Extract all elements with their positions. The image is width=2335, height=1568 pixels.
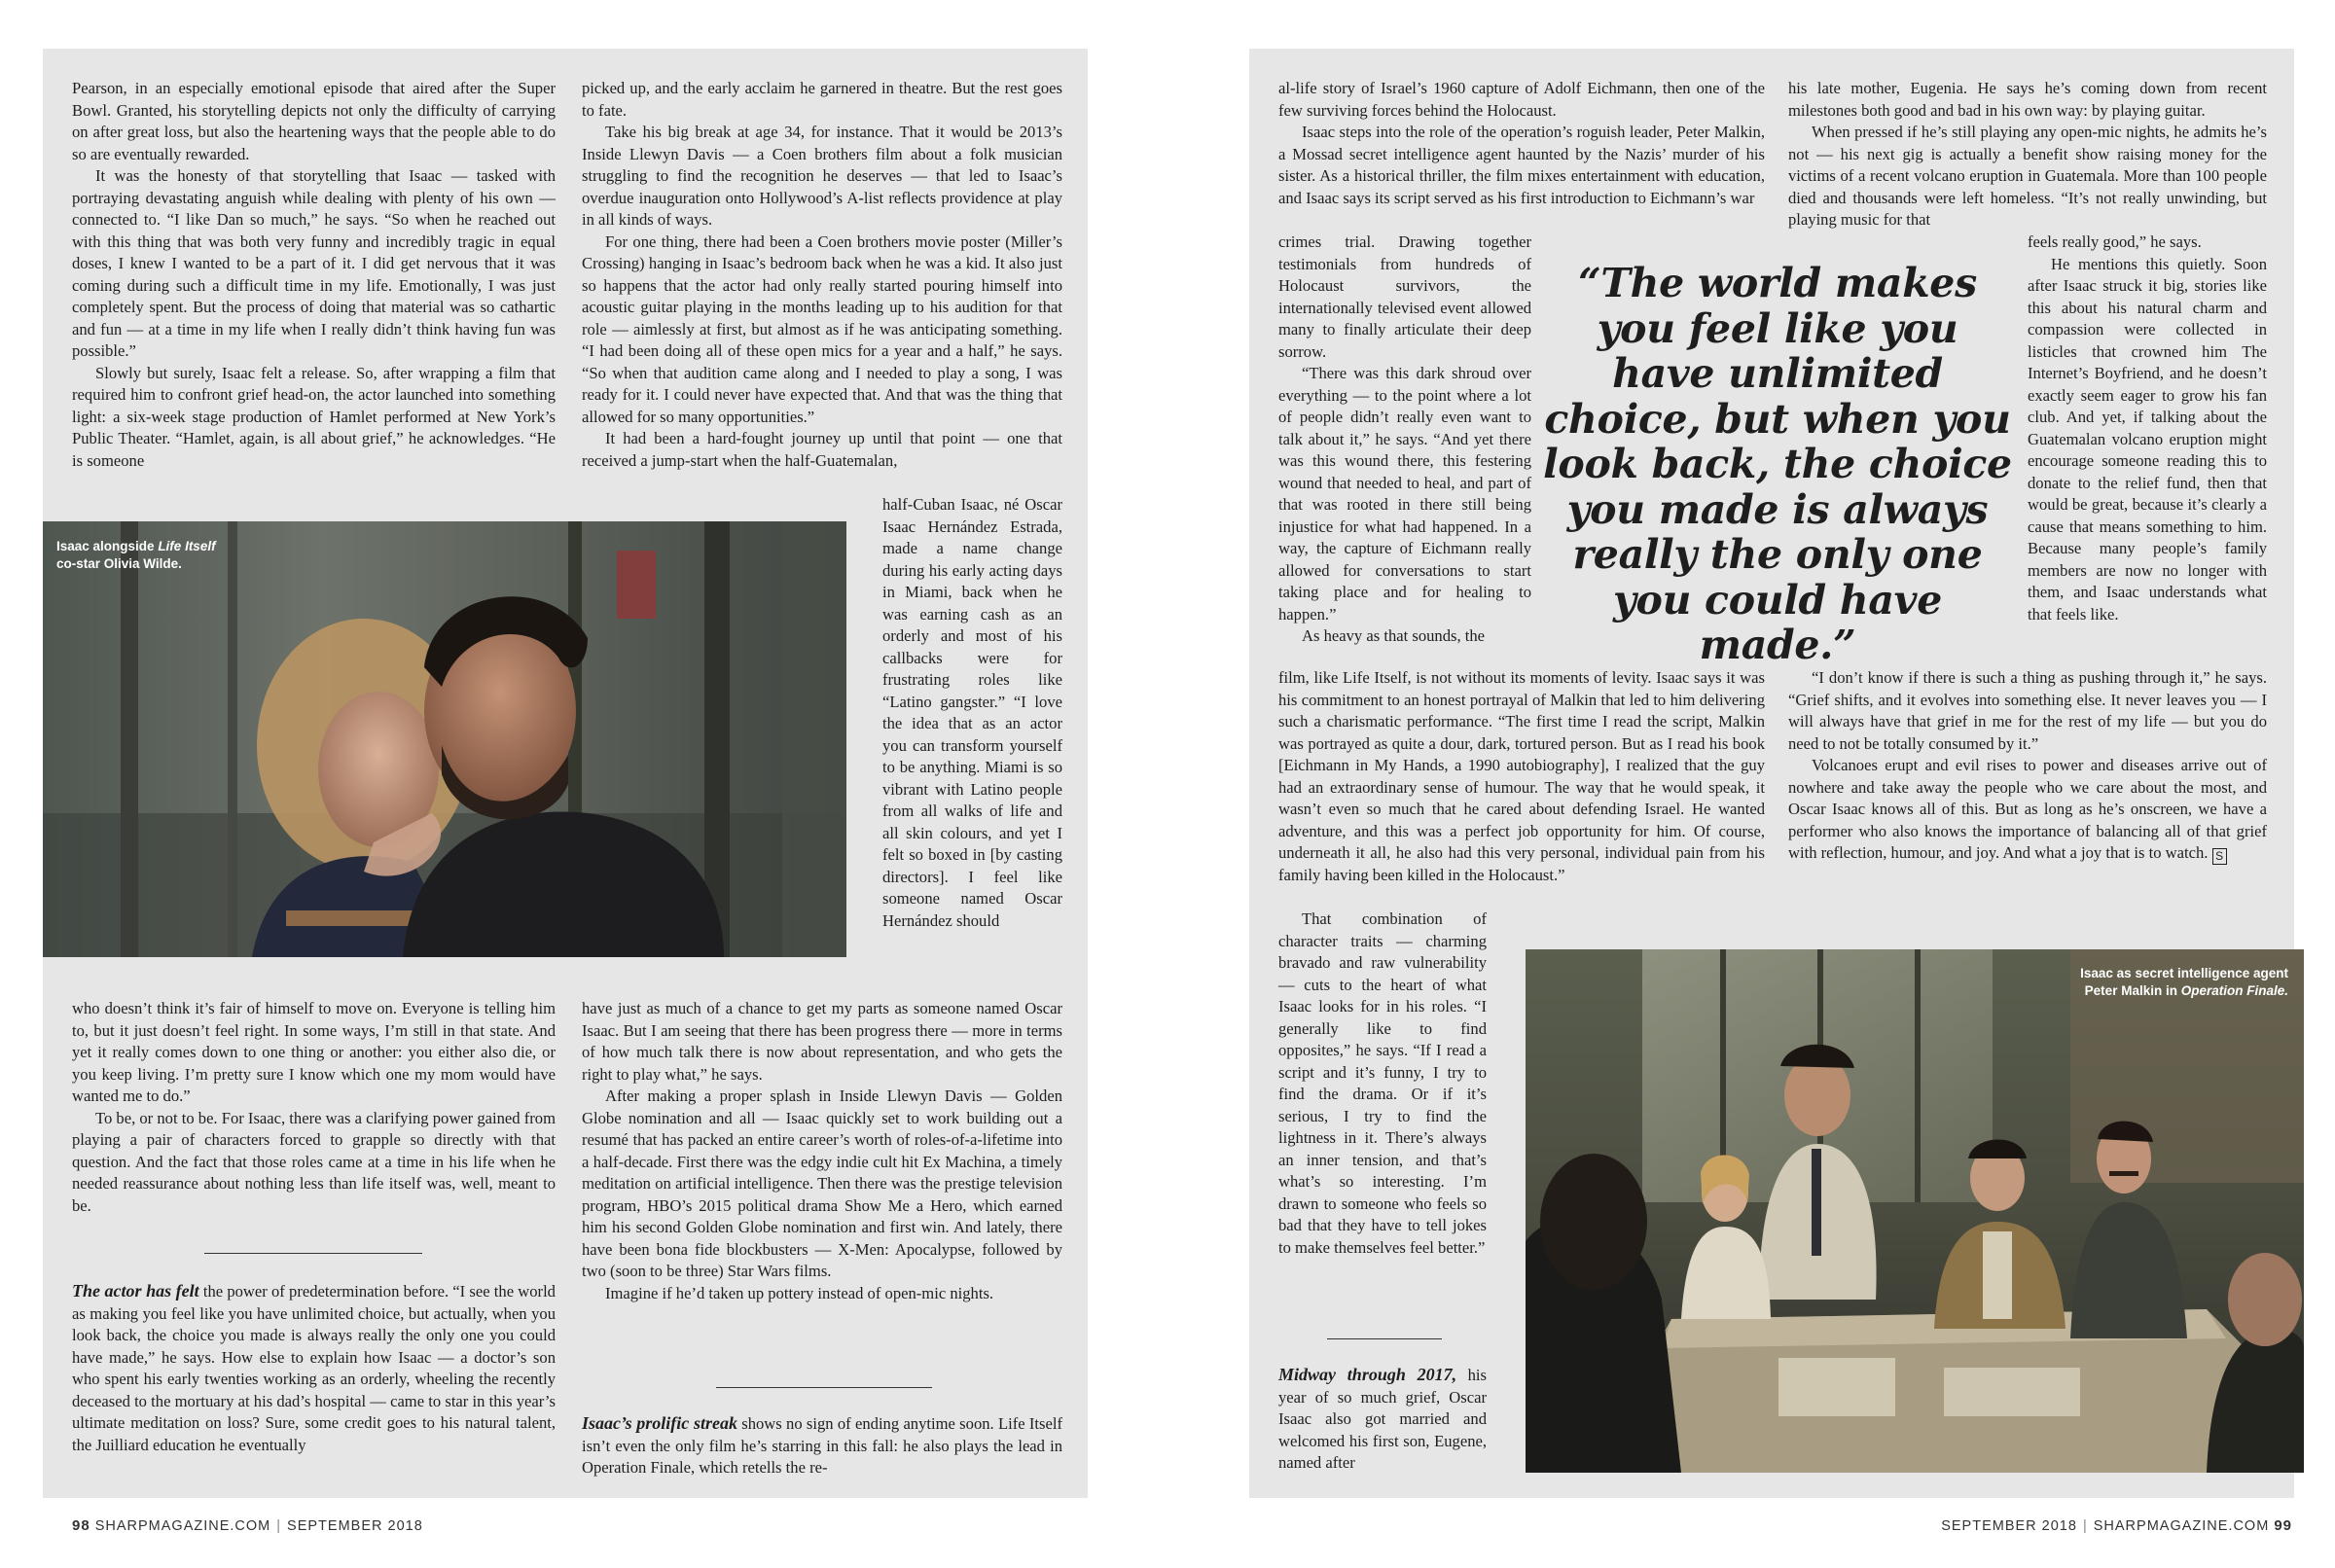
paragraph: To be, or not to be. For Isaac, there was a clarifying power gained from playing a pair of characters forced to grapple so directly with that question. And the fact that those roles came at a time in his life when he needed reassurance about nothing less than life itself was, well, meant to be. xyxy=(72,1108,556,1215)
paragraph: As heavy as that sounds, the xyxy=(1302,626,1486,645)
right-col1-bottom xyxy=(1278,909,1487,1259)
photo-caption-left xyxy=(56,538,251,573)
paragraph: picked up, and the early acclaim he garnered in theatre. But the rest goes to fate. xyxy=(582,79,1062,120)
paragraph: Slowly but surely, Isaac felt a release. So, after wrapping a film that required him to confront grief head-on, the actor launched into something light: a six-week stage production of Hamlet performed at New York’s Public Theater. “Hamlet, again, is all about grief,” he acknowledges. “He is someone xyxy=(72,363,556,470)
section-kicker: The actor has felt xyxy=(72,1281,199,1301)
left-col1-section xyxy=(72,1280,556,1456)
left-col1-top xyxy=(72,78,556,472)
paragraph: “I don’t know if there is such a thing as pushing through it,” he says. “Grief shifts, and it evolves into something else. It never leaves you — I will always have that grief in me for the rest of my life — but you do need to not be totally consumed by it.” xyxy=(1788,668,2267,753)
paragraph: Pearson, in an especially emotional episode that aired after the Super Bowl. Granted, his storytelling depicts not only the difficulty of carrying on after great loss, but also the heartening ways that the people able to do so are eventually rewarded. xyxy=(72,79,556,163)
right-col2-narrow xyxy=(2028,232,2267,625)
right-col1-top xyxy=(1278,78,1765,209)
paragraph: When pressed if he’s still playing any open-mic nights, he admits he’s not — his next gig is actually a benefit show raising money for the victims of a recent volcano eruption in Guatemala. More than 100 people died and thousands were left homeless. “It’s not really unwinding, but playing music for that xyxy=(1788,123,2267,229)
page-number: 98 xyxy=(72,1517,90,1534)
photo-isaac-olivia-wilde xyxy=(43,521,846,957)
section-kicker: Isaac’s prolific streak xyxy=(582,1413,737,1433)
paragraph: his year of so much grief, Oscar Isaac also got married and welcomed his first son, Eugene, named after xyxy=(1278,1366,1487,1472)
right-col1-section xyxy=(1278,1364,1487,1475)
right-col2-bottom xyxy=(1788,667,2267,865)
paragraph: “There was this dark shroud over everything — to the point where a lot of people didn’t really even want to talk about it,” he says. “And yet there was this wound there, this festering wound that needed to heal, and part of that was rooted in there still being injustice for what had happened. In a way, the capture of Eichmann really allowed for conversations to start taking place and for healing to happen.” xyxy=(1278,364,1531,624)
paragraph: Take his big break at age 34, for instance. That it would be 2013’s Inside Llewyn Davis — a Coen brothers film about a folk musician struggling to find the recognition he deserves — that led to Isaac’s overdue inauguration onto Hollywood’s A-list reflects providence at play in all kinds of ways. xyxy=(582,123,1062,229)
paragraph: After making a proper splash in Inside Llewyn Davis — Golden Globe nomination and all — Isaac quickly set to work building out a resumé that has packed an entire career’s worth of roles-of-a-lifetime into a half-decade. First there was the edgy indie cult hit Ex Machina, a timely meditation on artificial intelligence. Then there was the prestige television program, HBO’s 2015 political drama Show Me a Hero, which earned him his second Golden Globe nomination and first win. And lately, there have been bona fide blockbusters — X-Men: Apocalypse, followed by two (soon to be three) Star Wars films. xyxy=(582,1087,1062,1280)
paragraph: Volcanoes erupt and evil rises to power and diseases arrive out of nowhere and take away the people who we care about the most, and Oscar Isaac knows all of this. But as long as he’s onscreen, we have a performer who also knows the importance of balancing all of that grief with reflection, humour, and joy. And what a joy that is to watch. xyxy=(1788,756,2267,862)
paragraph: Isaac steps into the role of the operation’s roguish leader, Peter Malkin, a Mossad secret intelligence agent haunted by the Nazis’ murder of his sister. As a historical thriller, the film mixes entertainment with education, and Isaac says its script served as his first introduction to Eichmann’s war xyxy=(1278,123,1765,207)
paragraph: It had been a hard-fought journey up until that point — one that received a jump-start when the half-Guatemalan, xyxy=(582,429,1062,470)
left-col2-top xyxy=(582,78,1062,472)
paragraph: the power of predetermination before. “I see the world as making you feel like you have unlimited choice, but actually, when you look back, the choice you made is always really the only one you could have made,” he says. How else to explain how Isaac — a doctor’s son who spent his early twenties working as an orderly, wheeling the recently deceased to the mortuary at his dad’s hospital — came to star in this year’s ultimate meditation on loss? Sure, some credit goes to his natural talent, the Juilliard education he eventually xyxy=(72,1282,556,1454)
caption-text: Isaac alongside xyxy=(56,539,155,553)
photo-life-itself xyxy=(43,521,846,957)
caption-italic: Life Itself xyxy=(158,539,216,553)
paragraph: For one thing, there had been a Coen brothers movie poster (Miller’s Crossing) hanging in Isaac’s bedroom back when he was a kid. It also just so happens that the actor had only really started pouring himself into acoustic guitar playing in the months leading up to his audition for that role — aimlessly at first, but almost as if he was anticipating something. “I had been doing all of these open mics for a year and a half,” he says. “So when that audition came along and I needed to play a song, I was ready for it. I could never have expected that. And that was the thing that allowed for so many opportunities.” xyxy=(582,232,1062,426)
photo-isaac-peter-malkin xyxy=(1526,949,2304,1473)
paragraph: crimes trial. Drawing together testimonials from hundreds of Holocaust survivors, the internationally televised event allowed many to finally articulate their deep sorrow. xyxy=(1278,232,1531,361)
photo-operation-finale xyxy=(1526,949,2304,1473)
right-col2-top xyxy=(1788,78,2267,232)
paragraph: shows no sign of ending anytime soon. Life Itself isn’t even the only film he’s starring in this fall: he also plays the lead in Operation Finale, which retells the re- xyxy=(582,1414,1062,1477)
paragraph: film, like Life Itself, is not without its moments of levity. Isaac says it was his commitment to an honest portrayal of Malkin that led to him delivering such a charismatic performance. “The first time I read the script, Malkin was portrayed as quite a dour, dark, tortured person. But as I read his book [Eichmann in My Hands, a 1990 autobiography], I realized that the guy had an extraordinary sense of humour. The way that he would speak, it wasn’t even so much that he cared about defending Israel. He wanted adventure, and this was a perfect job opportunity for him. Of course, underneath it all, he also had this very personal, individual pain from his family having been killed in the Holocaust.” xyxy=(1278,668,1765,884)
left-col2-section xyxy=(582,1412,1062,1479)
end-mark: S xyxy=(2212,848,2227,865)
caption-text: Peter Malkin in xyxy=(2084,983,2177,998)
paragraph: al-life story of Israel’s 1960 capture of Adolf Eichmann, then one of the few surviving forces behind the Holocaust. xyxy=(1278,79,1765,120)
paragraph: his late mother, Eugenia. He says he’s coming down from recent milestones both good and bad in his own way: by playing guitar. xyxy=(1788,79,2267,120)
paragraph: That combination of character traits — charming bravado and raw vulnerability — cuts to the heart of what Isaac looks for in his roles. “I generally like to find opposites,” he says. “If I read a script and it’s funny, I try to find the drama. Or if it’s serious, I try to find the lightness in it. There’s always an inner tension, and that’s what’s so interesting. I’m drawn to someone who feels so bad that they have to tell jokes to make themselves feel better.” xyxy=(1278,909,1487,1257)
folio-site: SHARPMAGAZINE.COM xyxy=(94,1518,271,1534)
section-kicker: Midway through 2017, xyxy=(1278,1365,1457,1384)
section-rule xyxy=(204,1253,422,1254)
paragraph: He mentions this quietly. Soon after Isaac struck it big, stories like this about his natural charm and compassion were collected in listicles that crowned him The Internet’s Boyfriend, and he doesn’t exactly seem eager to grow his fan club. And yet, if talking about the Guatemalan volcano eruption might encourage someone reading this to donate to the relief fund, then that would be great, because it’s clearly a cause that means something to him. Because many people’s family members are now no longer with them, and Isaac understands what that feels like. xyxy=(2028,254,2267,624)
paragraph: have just as much of a chance to get my parts as someone named Oscar Isaac. But I am seeing that there has been progress there — more in terms of how much talk there is now about representation, and who gets the right to play what,” he says. xyxy=(582,999,1062,1084)
folio-date: SEPTEMBER 2018 xyxy=(1941,1518,2077,1534)
photo-caption-right xyxy=(2004,965,2288,1000)
paragraph: feels really good,” he says. xyxy=(2028,232,2202,251)
paragraph: Imagine if he’d taken up pottery instead of open-mic nights. xyxy=(605,1283,994,1302)
pull-quote: “The world makes you feel like you have unlimited choice, but when you look back, the choice you made is always really the only one you could have made.” xyxy=(1543,260,2012,668)
folio-date: SEPTEMBER 2018 xyxy=(287,1518,423,1534)
caption-text: co-star Olivia Wilde. xyxy=(56,556,182,571)
left-col2-bottom xyxy=(582,998,1062,1304)
left-col2-narrow xyxy=(882,494,1062,932)
left-col1-bottom xyxy=(72,998,556,1217)
caption-italic: Operation Finale. xyxy=(2180,983,2288,998)
paragraph: who doesn’t think it’s fair of himself to move on. Everyone is telling him to, but it just doesn’t feel right. In some ways, I’m still in that state. And yet it really comes down to one thing or another: you either also die, or you keep living. I’m pretty sure I know which one my mom would have wanted me to do.” xyxy=(72,999,556,1105)
right-col1-wide xyxy=(1278,667,1765,886)
folio-site: SHARPMAGAZINE.COM xyxy=(2093,1518,2270,1534)
left-folio: 98 SHARPMAGAZINE.COM | SEPTEMBER 2018 xyxy=(72,1517,423,1534)
right-folio: SEPTEMBER 2018 | SHARPMAGAZINE.COM 99 xyxy=(1941,1517,2292,1534)
caption-text: Isaac as secret intelligence agent xyxy=(2080,966,2288,980)
paragraph: half-Cuban Isaac, né Oscar Isaac Hernández Estrada, made a name change during his early acting days in Miami, back when he was earning cash as an orderly and most of his callbacks were for frustrating roles like “Latino gangster.” “I love the idea that as an actor you can transform yourself to be anything. Miami is so vibrant with Latino people from all walks of life and all skin colours, and yet I felt so boxed in [by casting directors]. I feel like someone named Oscar Hernández should xyxy=(882,495,1062,930)
section-rule xyxy=(716,1387,932,1388)
section-rule xyxy=(1327,1338,1442,1339)
page-number: 99 xyxy=(2274,1517,2292,1534)
right-col1-narrow xyxy=(1278,232,1531,648)
paragraph: It was the honesty of that storytelling that Isaac — tasked with portraying devastating anguish while dealing with plenty of his own — connected to. “I like Dan so much,” he says. “So when he reached out with this thing that was both very funny and incredibly tragic in equal doses, I knew I wanted to be a part of it. I did get nervous that it was coming during such a difficult time in my life. Emotionally, I was just completely spent. But the process of doing that material was so cathartic and fun — at a time in my life when I really didn’t think having fun was possible.” xyxy=(72,166,556,360)
